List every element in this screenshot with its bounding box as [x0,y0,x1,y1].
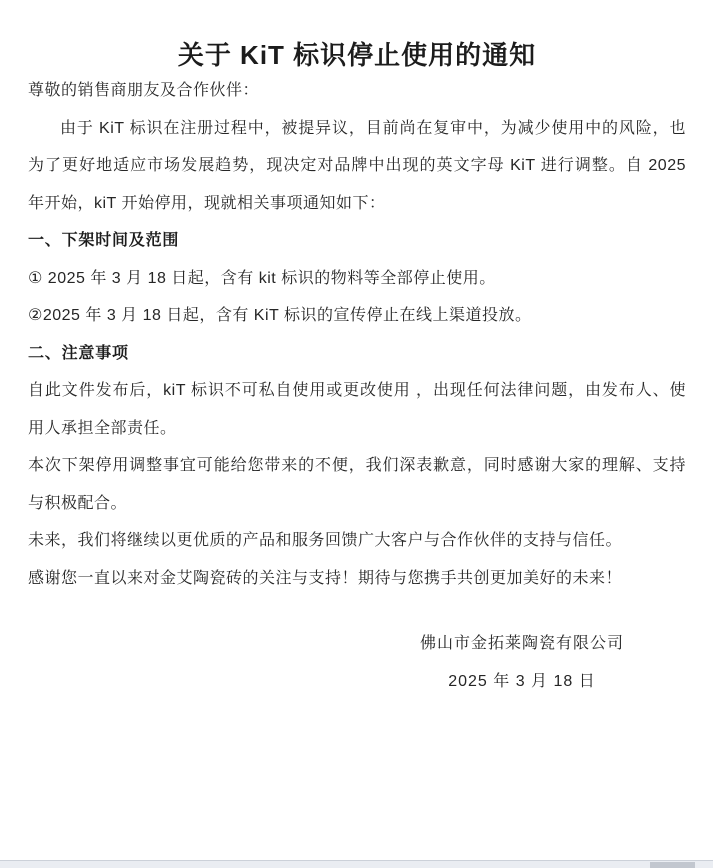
section1-heading: 一、下架时间及范围 [28,232,180,249]
scrollbar-thumb[interactable] [650,862,695,868]
section1-item-2: ②2025 年 3 月 18 日起，含有 KiT 标识的宣传停止在线上渠道投放。 [28,307,532,324]
signature-date: 2025 年 3 月 18 日 [448,672,596,690]
section1-item-1: ① 2025 年 3 月 18 日起，含有 kit 标识的物料等全部停止使用。 [28,269,496,287]
section2-paragraph-4: 感谢您一直以来对金艾陶瓷砖的关注与支持！期待与您携手共创更加美好的未来！ [28,569,623,587]
signature-block [420,625,624,700]
document-title: 关于 KiT 标识停止使用的通知 [177,40,537,70]
section2-heading: 二、注意事项 [28,344,129,362]
greeting-line: 尊敬的销售商朋友及合作伙伴： [28,82,260,99]
section2-paragraph-3: 未来，我们将继续以更优质的产品和服务回馈广大客户与合作伙伴的支持与信任。 [28,532,623,549]
signature-company: 佛山市金拓莱陶瓷有限公司 [419,635,624,652]
section2-paragraph-2: 本次下架停用调整事宜可能给您带来的不便，我们深表歉意，同时感谢大家的理解、支持与积极配合。 [28,457,686,512]
intro-paragraph: 由于 KiT 标识在注册过程中，被提异议，目前尚在复审中，为减少使用中的风险，也为了更好地适应市场发展趋势，现决定对品牌中出现的英文字母 KiT 进行调整。自 2025 年开始，kiT 开始停用，现就相关事项通知如下： [28,119,686,212]
horizontal-scrollbar[interactable] [0,860,713,868]
scrollbar-track[interactable] [0,861,713,868]
section2-paragraph-1: 自此文件发布后，kiT 标识不可私自使用或更改使用 ，出现任何法律问题，由发布人、使用人承担全部责任。 [28,382,686,437]
